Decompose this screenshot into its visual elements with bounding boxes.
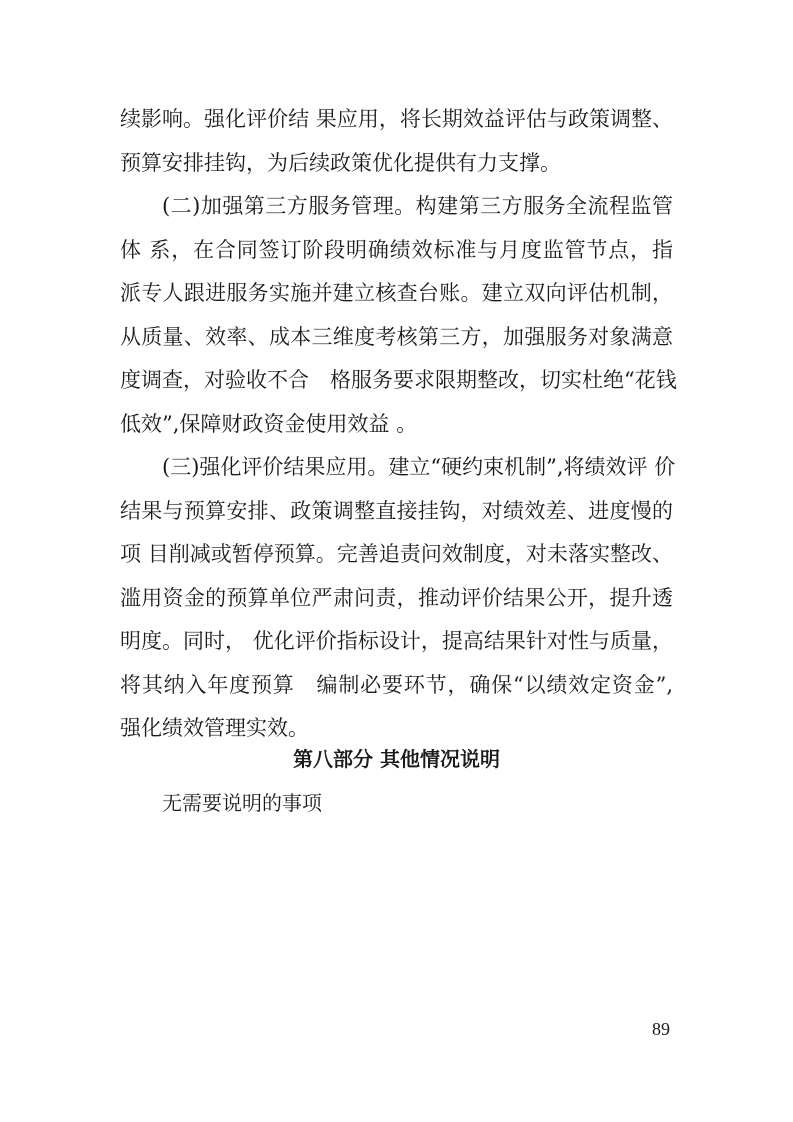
text-line: 派专人跟进服务实施并建立核查台账。建立双向评估机制， xyxy=(120,281,673,305)
text-line: (三)强化评价结果应用。建立“硬约束机制”,将绩效评 价 xyxy=(162,455,676,479)
text-line: 预算安排挂钩，为后续政策优化提供有力支撑。 xyxy=(120,150,561,175)
paragraph-evaluation-results xyxy=(120,446,676,751)
text-line: 从质量、效率、成本三维度考核第三方，加强服务对象满意 xyxy=(120,324,673,349)
text-line: 度调查，对验收不合 格服务要求限期整改，切实杜绝“花钱 xyxy=(120,368,677,392)
text-line: 滥用资金的预算单位严肃问责，推动评价结果公开，提升透 xyxy=(120,585,673,610)
text-line: 结果与预算安排、政策调整直接挂钩，对绩效差、进度慢的 xyxy=(120,498,673,523)
text-line: 低效”,保障财政资金使用效益 。 xyxy=(120,411,418,436)
section-note: 无需要说明的事项 xyxy=(162,791,322,815)
text-line: 续影响。强化评价结 果应用，将长期效益评估与政策调整、 xyxy=(120,107,673,131)
text-line: 明度。同时， 优化评价指标设计，提高结果针对性与质量， xyxy=(120,629,673,653)
text-line: 强化绩效管理实效。 xyxy=(120,716,309,740)
body-text xyxy=(120,98,677,751)
text-line: 体 系，在合同签订阶段明确绩效标准与月度监管节点，指 xyxy=(120,237,673,262)
text-line: 将其纳入年度预算 编制必要环节，确保“以绩效定资金”, xyxy=(120,672,673,697)
text-line: 项 目削减或暂停预算。完善追责问效制度，对未落实整改、 xyxy=(120,542,673,566)
page-number: 89 xyxy=(652,1019,670,1039)
paragraph-third-party-management xyxy=(120,185,677,446)
paragraph-continuation xyxy=(120,98,673,185)
section-heading: 第八部分 其他情况说明 xyxy=(293,747,500,771)
text-line: (二)加强第三方服务管理。构建第三方服务全流程监管 xyxy=(162,194,673,218)
